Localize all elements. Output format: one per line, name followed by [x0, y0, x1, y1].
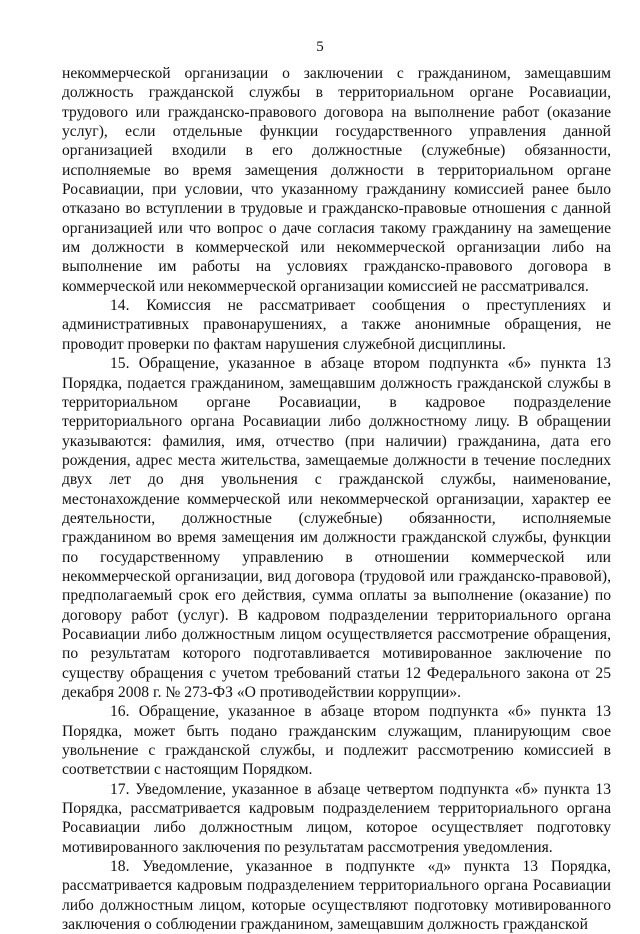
- paragraph-14: 14. Комиссия не рассматривает сообщения о преступлениях и административных правонарушениях, а также анонимные обращения, не проводит проверки по фактам нарушения служебной дисциплины.: [62, 297, 611, 353]
- paragraph-15: 15. Обращение, указанное в абзаце втором подпункта «б» пункта 13 Порядка, подается гражданином, замещавшим должность гражданской службы в территориальном органе Росавиации, в кадровое подразделение территориального органа Росавиации либо должностному лицу. В обращении указываются: фамилия, имя, отчество (при наличии) гражданина, дата его рождения, адрес места жительства, замещаемые должности в течение последних двух лет до дня увольнения с гражданской службы, наименование, местонахождение коммерческой или некоммерческой организации, характер ее деятельности, должностные (служебные) обязанности, исполняемые гражданином во время замещения им должности гражданской службы, функции по государственному управлению в отношении коммерческой или некоммерческой организации, вид договора (трудовой или гражданско-правовой), предполагаемый срок его действия, сумма оплаты за выполнение (оказание) по договору работ (услуг). В кадровом подразделении территориального органа Росавиации либо должностным лицом осуществляется рассмотрение обращения, по результатам которого подготавливается мотивированное заключение по существу обращения с учетом требований статьи 12 Федерального закона от 25 декабря 2008 г. № 273-ФЗ «О противодействии коррупции».: [62, 355, 611, 701]
- paragraph-16: 16. Обращение, указанное в абзаце втором подпункта «б» пункта 13 Порядка, может быть подано гражданским служащим, планирующим свое увольнение с гражданской службы, и подлежит рассмотрению комиссией в соответствии с настоящим Порядком.: [62, 703, 611, 779]
- paragraph-17: 17. Уведомление, указанное в абзаце четвертом подпункта «б» пункта 13 Порядка, рассматривается кадровым подразделением территориального органа Росавиации либо должностным лицом, которое осуществляет подготовку мотивированного заключения по результатам рассмотрения уведомления.: [62, 780, 611, 856]
- paragraph-13-continuation: некоммерческой организации о заключении с гражданином, замещавшим должность гражданской службы в территориальном органе Росавиации, трудового или гражданско-правового договора на выполнение работ (оказание услуг), если отдельные функции государственного управления данной организацией входили в его должностные (служебные) обязанности, исполняемые во время замещения должности в территориальном органе Росавиации, при условии, что указанному гражданину комиссией ранее было отказано во вступлении в трудовые и гражданско-правовые отношения с данной организацией или что вопрос о даче согласия такому гражданину на замещение им должности в коммерческой или некоммерческой организации либо на выполнение им работы на условиях гражданско-правового договора в коммерческой или некоммерческой организации комиссией не рассматривался.: [62, 65, 611, 295]
- page-number: 5: [316, 39, 324, 55]
- paragraph-18: 18. Уведомление, указанное в подпункте «д» пункта 13 Порядка, рассматривается кадровым подразделением территориального органа Росавиации либо должностным лицом, которые осуществляют подготовку мотивированного заключения о соблюдении гражданином, замещавшим должность гражданской: [62, 858, 611, 934]
- document-body: [62, 64, 611, 934]
